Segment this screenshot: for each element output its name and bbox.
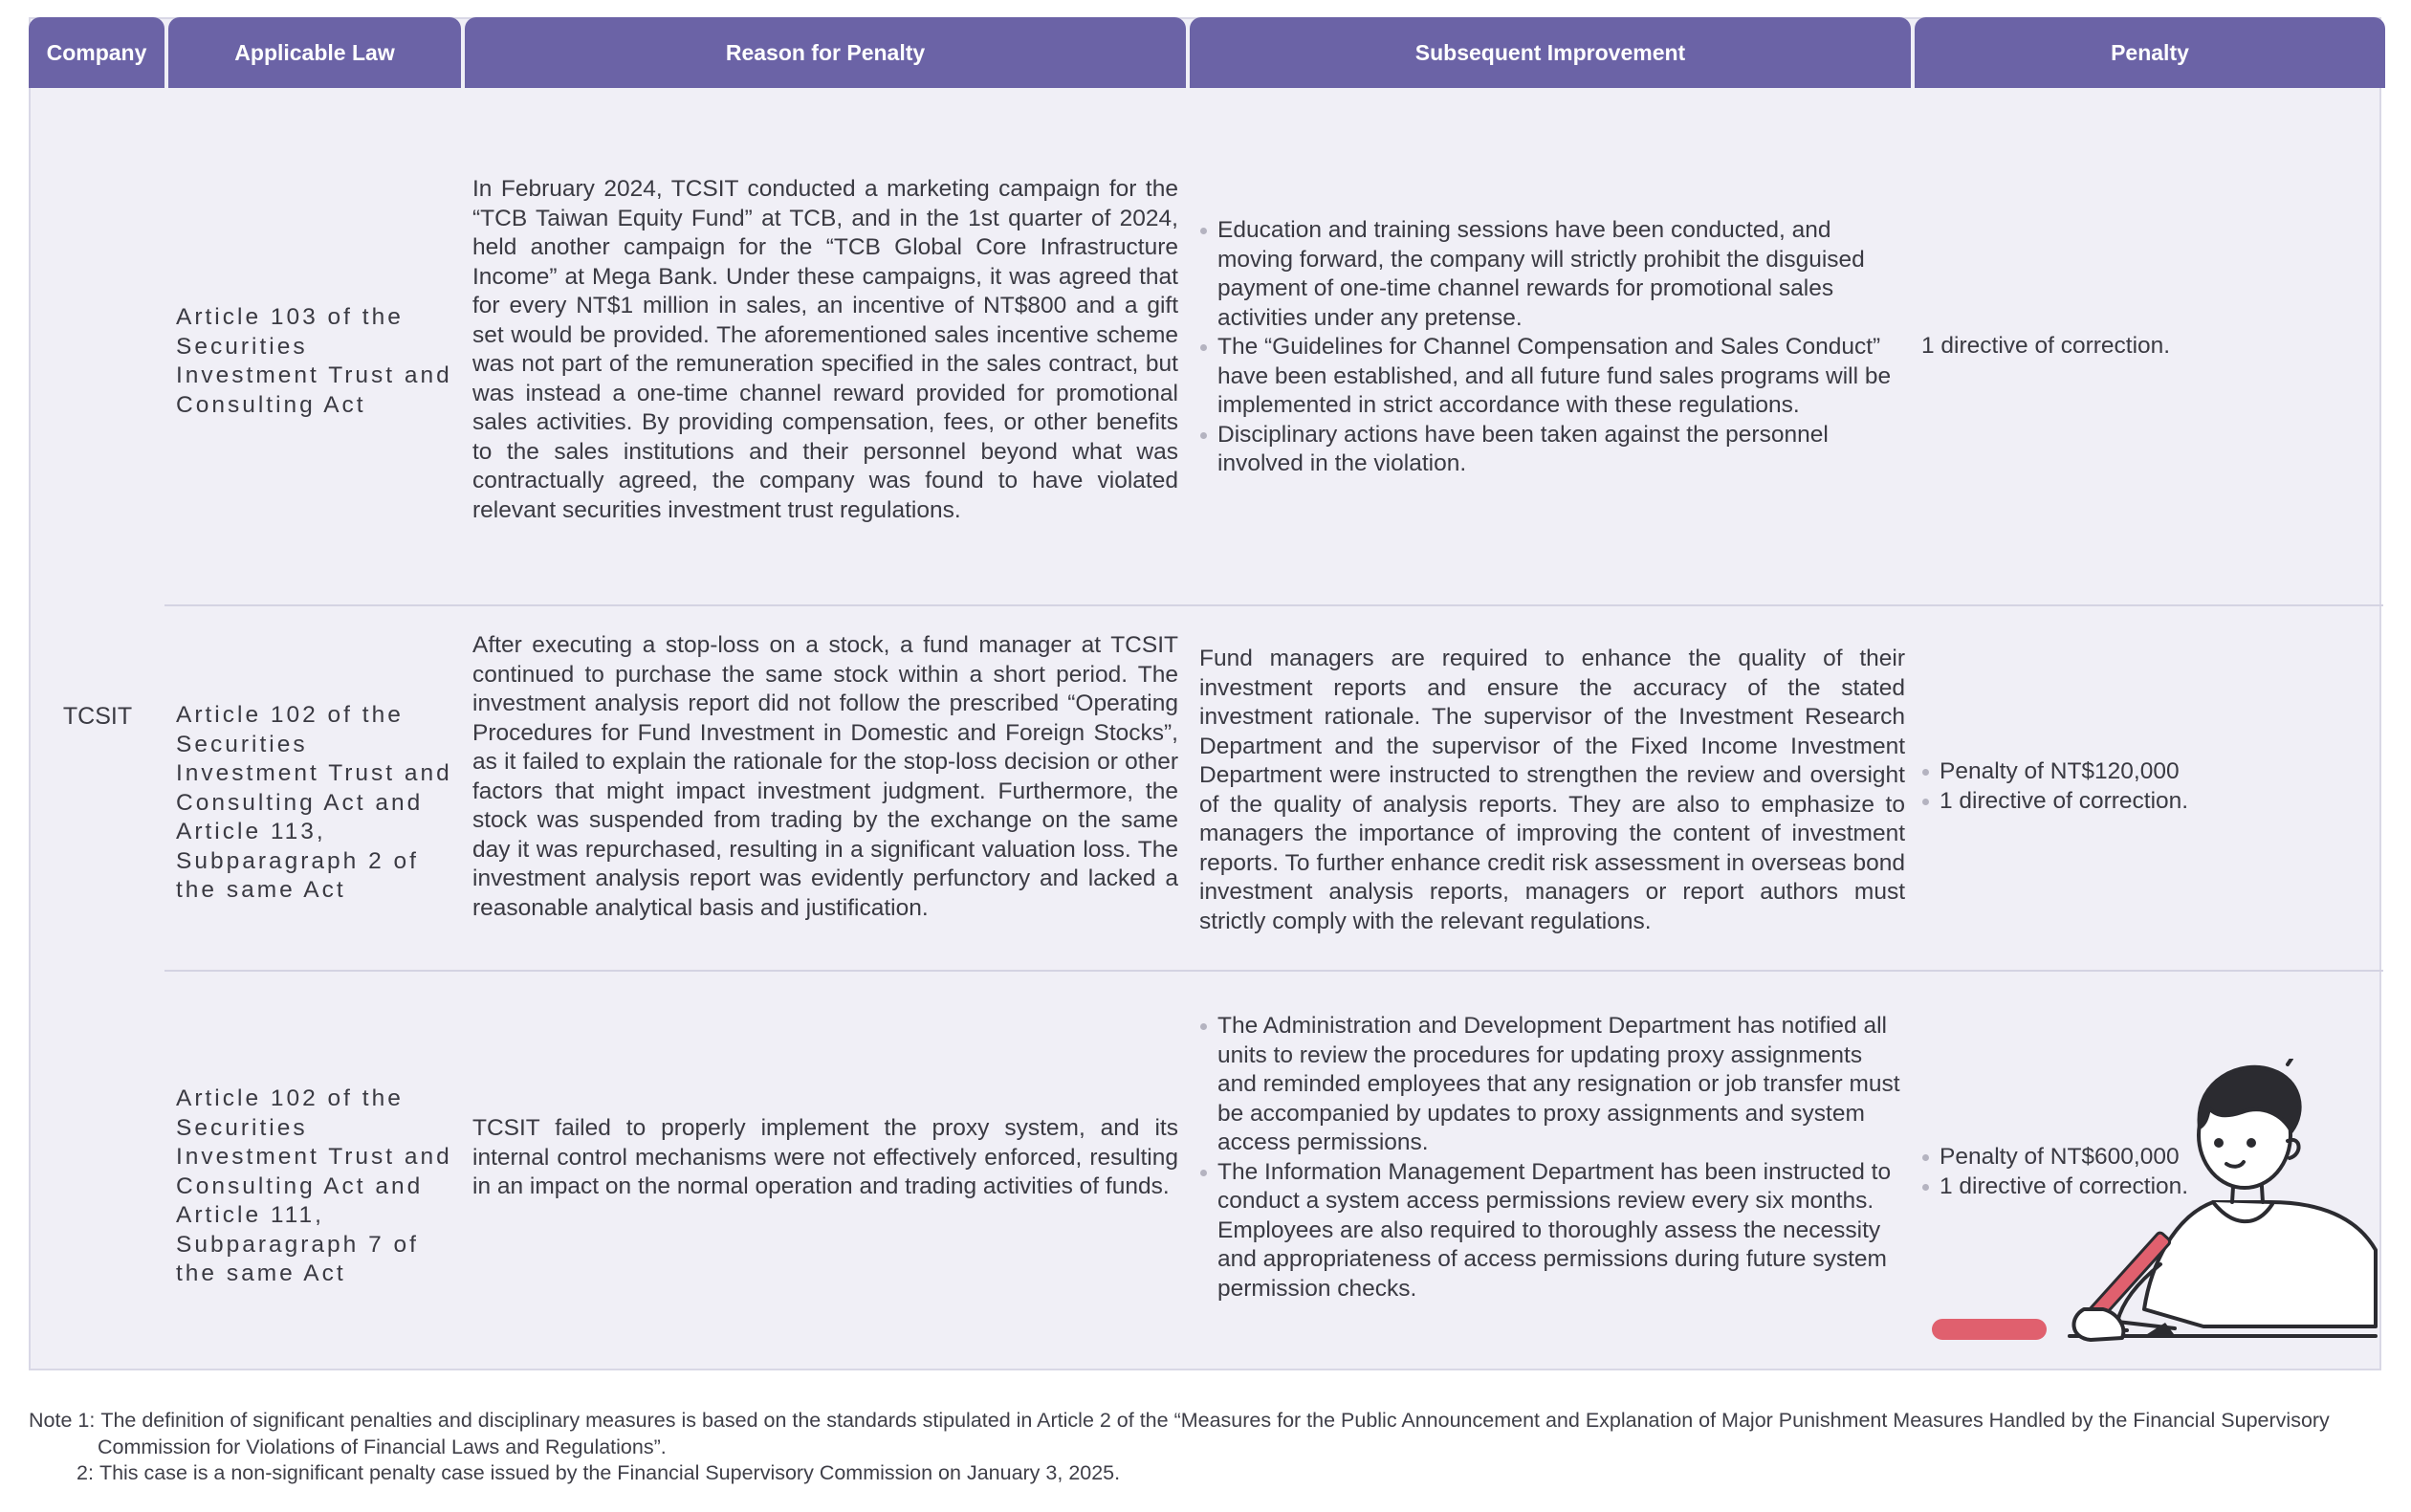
header-company: Company [29,17,164,88]
footnotes [29,1408,2391,1487]
row-divider [164,604,2383,606]
row-divider [164,970,2383,972]
list-item: 1 directive of correction. [1921,787,2371,817]
header-applicable-law: Applicable Law [168,17,461,88]
person-writing-illustration [1926,1059,2385,1374]
row2-improvement: Fund managers are required to enhance the quality of their investment reports and ensure the accuracy of the stated investment rationale. The supervisor of the Investment Research Department and the supervisor of the Fixed Income Investment Department were instructed to strengthen the review and oversight of the quality of analysis reports. They are also to emphasize to managers the importance of improving the content of investment reports. To further enhance credit risk assessment in overseas bond investment analysis reports, managers or report authors must strictly comply with the relevant regulations. [1199,646,1905,934]
list-item: 1 directive of correction. [1921,1172,2371,1202]
row2-reason: After executing a stop-loss on a stock, a fund manager at TCSIT continued to purchase the same stock within a short period. The investment analysis report did not follow the prescribed “Operating Procedures for Fund Investment in Domestic and Foreign Stocks”, as it failed to explain the rationale for the stop-loss decision or other factors that might impact investment judgment. Furthermore, the stock was suspended from trading by the exchange on the same day it was repurchased, resulting in a significant valuation loss. The investment analysis report was evidently perfunctory and lacked a reasonable analytical basis and justification. [472,632,1178,921]
row1-reason: In February 2024, TCSIT conducted a marketing campaign for the “TCB Taiwan Equity Fund” at TCB, and in the 1st quarter of 2024, held another campaign for the “TCB Global Core Infrastructure Income” at Mega Bank. Under these campaigns, it was agreed that for every NT$1 million in sales, an incentive of NT$800 and a gift set would be provided. The aforementioned sales incentive scheme was not part of the remuneration specified in the sales contract, but was instead a one-time channel reward provided for promotional sales activities. By providing compensation, fees, or other benefits to the sales institutions and their personnel beyond what was contractually agreed, the company was found to have violated relevant securities investment trust regulations. [472,176,1178,523]
list-item: The Information Management Department has been instructed to conduct a system access permissions review every six months. Employees are also required to thoroughly assess the necessity and appropriateness of access permissions during future system permission checks. [1199,1158,1907,1304]
list-item: Penalty of NT$120,000 [1921,757,2371,787]
company-name: TCSIT [62,703,133,730]
note-2-text: This case is a non-significant penalty case issued by the Financial Supervisory Commission on January 3, 2025. [99,1461,1121,1484]
list-item: The “Guidelines for Channel Compensation and Sales Conduct” have been established, and all future fund sales programs will be implemented in strict accordance with these regulations. [1199,333,1907,421]
note-1-continued: Commission for Violations of Financial Laws and Regulations”. [98,1435,667,1458]
row2-penalty [1921,757,2371,816]
note-2-label: 2: [77,1461,94,1484]
header-reason: Reason for Penalty [465,17,1186,88]
note-1-text: The definition of significant penalties and disciplinary measures is based on the standards stipulated in Article 2 of the “Measures for the Public Announcement and Explanation of Major Punishment Measures Handled by the Financial Supervisory [100,1409,2330,1432]
note-1-label: Note 1: [29,1409,96,1432]
row3-law: Article 102 of the Securities Investment Trust and Consulting Act and Article 111, Subparagraph 7 of the same Act [176,1085,452,1286]
row1-improvement [1199,216,1907,479]
list-item: Education and training sessions have been conducted, and moving forward, the company will strictly prohibit the disguised payment of one-time channel rewards for promotional sales activities under any pretense. [1199,216,1907,333]
list-item: Penalty of NT$600,000 [1921,1143,2371,1172]
row3-reason: TCSIT failed to properly implement the proxy system, and its internal control mechanisms were not effectively enforced, resulting in an impact on the normal operation and trading activities of funds. [472,1115,1178,1199]
row1-law: Article 103 of the Securities Investment Trust and Consulting Act [176,304,452,418]
row2-law: Article 102 of the Securities Investment Trust and Consulting Act and Article 113, Subparagraph 2 of the same Act [176,702,452,903]
list-item: The Administration and Development Department has notified all units to review the procedures for updating proxy assignments and reminded employees that any resignation or job transfer must be accompanied by updates to proxy assignments and system access permissions. [1199,1012,1907,1158]
row3-improvement [1199,1012,1907,1304]
note-1 [29,1408,2391,1435]
header-penalty: Penalty [1915,17,2385,88]
header-improvement: Subsequent Improvement [1190,17,1911,88]
list-item: Disciplinary actions have been taken against the personnel involved in the violation. [1199,421,1907,479]
row1-penalty: 1 directive of correction. [1921,333,2171,359]
note-2 [29,1460,2391,1487]
